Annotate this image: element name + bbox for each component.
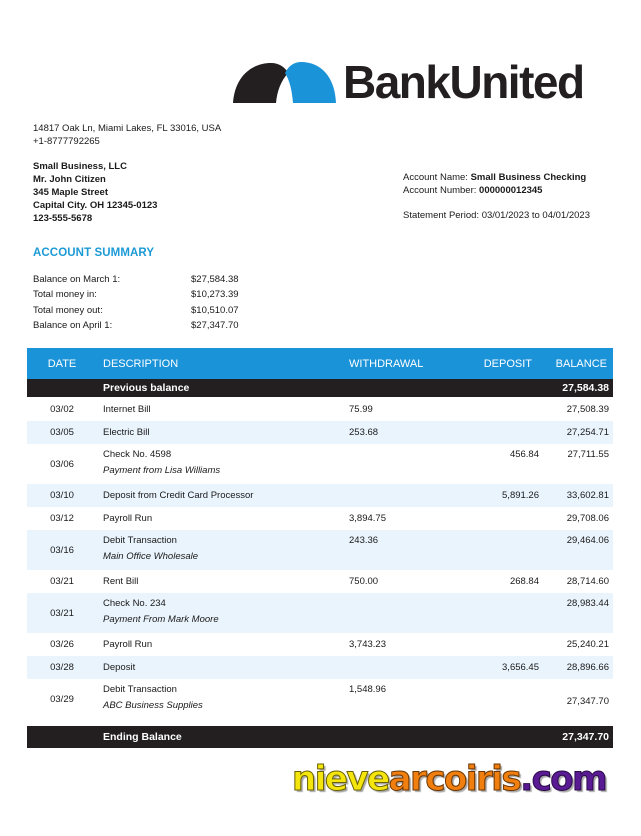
ending-balance-value: 27,347.70 bbox=[562, 731, 609, 743]
row-withdrawal: 253.68 bbox=[349, 427, 379, 438]
row-date: 03/12 bbox=[50, 513, 74, 524]
customer-city: Capital City. OH 12345-0123 bbox=[33, 200, 158, 211]
table-row bbox=[27, 656, 613, 679]
row-balance: 29,708.06 bbox=[566, 513, 609, 524]
row-description-main: Check No. 234 bbox=[103, 598, 166, 609]
previous-balance-value: 27,584.38 bbox=[562, 382, 609, 394]
statement-period bbox=[403, 209, 590, 222]
customer-contact: Mr. John Citizen bbox=[33, 174, 106, 185]
row-description-sub: Payment from Lisa Williams bbox=[103, 465, 221, 476]
row-description-main: Debit Transaction bbox=[103, 684, 177, 695]
summary-row bbox=[33, 287, 271, 302]
table-row bbox=[27, 444, 613, 484]
row-description-main: Check No. 4598 bbox=[103, 449, 172, 460]
header-description: DESCRIPTION bbox=[103, 357, 179, 370]
account-summary bbox=[33, 272, 271, 333]
arch-icon bbox=[233, 61, 337, 104]
watermark-part-2: arcoiris bbox=[388, 759, 521, 799]
row-description: Internet Bill bbox=[103, 403, 151, 415]
row-withdrawal: 3,894.75 bbox=[349, 513, 386, 524]
account-number-value: 000000012345 bbox=[479, 185, 543, 196]
customer-address bbox=[33, 160, 157, 225]
row-description: Payroll Run bbox=[103, 513, 153, 524]
bank-name: BankUnited bbox=[343, 56, 584, 108]
row-balance: 28,983.44 bbox=[566, 598, 609, 609]
row-balance: 25,240.21 bbox=[566, 639, 609, 650]
row-date: 03/21 bbox=[50, 607, 74, 619]
row-balance: 28,896.66 bbox=[566, 662, 609, 673]
summary-value: $10,273.39 bbox=[191, 289, 239, 301]
row-deposit bbox=[459, 530, 539, 535]
watermark-part-1: nieve bbox=[292, 759, 389, 799]
table-row bbox=[27, 570, 613, 593]
customer-company: Small Business, LLC bbox=[33, 161, 127, 172]
table-header bbox=[27, 348, 613, 379]
row-description bbox=[95, 444, 349, 476]
table-row bbox=[27, 421, 613, 444]
account-name-label: Account Name: bbox=[403, 172, 471, 183]
header-deposit: DEPOSIT bbox=[483, 357, 532, 370]
row-description: Deposit bbox=[103, 662, 136, 673]
header-date: DATE bbox=[47, 357, 77, 370]
table-row bbox=[27, 633, 613, 656]
row-date: 03/28 bbox=[50, 662, 74, 673]
row-description bbox=[95, 530, 349, 562]
row-balance: 27,347.70 bbox=[566, 696, 609, 707]
bank-phone: +1-8777792265 bbox=[33, 136, 100, 147]
row-balance: 27,508.39 bbox=[566, 403, 609, 415]
row-description-sub: ABC Business Supplies bbox=[103, 700, 203, 711]
summary-row bbox=[33, 303, 271, 318]
customer-street: 345 Maple Street bbox=[33, 187, 108, 198]
bank-address-line: 14817 Oak Ln, Miami Lakes, FL 33016, USA bbox=[33, 123, 222, 134]
row-description-sub: Main Office Wholesale bbox=[103, 551, 199, 562]
row-balance: 33,602.81 bbox=[566, 490, 609, 501]
table-row bbox=[27, 484, 613, 507]
table-row bbox=[27, 507, 613, 530]
row-balance: 29,464.06 bbox=[566, 535, 609, 546]
watermark-part-3: .com bbox=[520, 759, 607, 799]
row-balance: 27,254.71 bbox=[566, 427, 609, 438]
bankunited-logo bbox=[233, 56, 608, 108]
account-number bbox=[403, 184, 586, 197]
row-date: 03/06 bbox=[50, 458, 74, 470]
row-description bbox=[95, 593, 349, 625]
row-description-main: Debit Transaction bbox=[103, 535, 177, 546]
summary-row bbox=[33, 272, 271, 287]
account-number-label: Account Number: bbox=[403, 185, 480, 196]
row-description: Payroll Run bbox=[103, 639, 153, 650]
ending-balance-row bbox=[27, 726, 613, 748]
summary-value: $27,347.70 bbox=[191, 319, 239, 331]
table-row bbox=[27, 593, 613, 633]
summary-label: Balance on April 1: bbox=[33, 319, 113, 331]
row-deposit bbox=[459, 679, 539, 684]
row-date: 03/26 bbox=[50, 639, 74, 650]
row-withdrawal: 1,548.96 bbox=[349, 684, 386, 695]
row-description-sub: Payment From Mark Moore bbox=[103, 614, 219, 625]
account-name-value: Small Business Checking bbox=[470, 172, 587, 183]
summary-value: $27,584.38 bbox=[191, 274, 239, 285]
account-name bbox=[403, 171, 586, 184]
customer-phone: 123-555-5678 bbox=[33, 213, 93, 224]
row-deposit: 456.84 bbox=[509, 449, 539, 460]
row-description bbox=[95, 679, 349, 711]
row-date: 03/05 bbox=[50, 427, 74, 438]
summary-label: Total money out: bbox=[33, 304, 103, 316]
row-withdrawal bbox=[349, 593, 459, 598]
row-description: Rent Bill bbox=[103, 576, 139, 587]
bank-address bbox=[33, 122, 221, 148]
watermark bbox=[292, 757, 606, 801]
row-deposit: 5,891.26 bbox=[502, 490, 539, 501]
row-deposit: 3,656.45 bbox=[502, 662, 539, 673]
row-balance: 28,714.60 bbox=[566, 576, 609, 587]
row-description: Electric Bill bbox=[103, 427, 150, 438]
summary-label: Balance on March 1: bbox=[33, 274, 121, 285]
row-withdrawal bbox=[349, 444, 459, 449]
row-date: 03/21 bbox=[50, 576, 74, 587]
transactions-table bbox=[27, 348, 613, 748]
row-deposit: 268.84 bbox=[509, 576, 539, 587]
table-row bbox=[27, 530, 613, 570]
statement-period-label: Statement Period: bbox=[403, 210, 482, 221]
summary-row bbox=[33, 318, 271, 333]
ending-balance-label: Ending Balance bbox=[103, 731, 182, 743]
summary-value: $10,510.07 bbox=[191, 304, 239, 316]
account-info bbox=[403, 171, 586, 197]
row-date: 03/10 bbox=[50, 490, 74, 501]
row-withdrawal: 3,743.23 bbox=[349, 639, 386, 650]
statement-period-value: 03/01/2023 to 04/01/2023 bbox=[481, 210, 590, 221]
account-summary-title: ACCOUNT SUMMARY bbox=[33, 247, 155, 259]
header-balance: BALANCE bbox=[555, 357, 607, 370]
row-balance: 27,711.55 bbox=[567, 449, 609, 460]
row-withdrawal: 243.36 bbox=[349, 535, 379, 546]
previous-balance-row bbox=[27, 379, 613, 397]
row-date: 03/16 bbox=[50, 544, 74, 556]
row-date: 03/29 bbox=[50, 694, 74, 705]
row-date: 03/02 bbox=[50, 403, 74, 415]
table-row bbox=[27, 679, 613, 720]
row-deposit bbox=[459, 593, 539, 598]
table-row bbox=[27, 397, 613, 421]
row-description: Deposit from Credit Card Processor bbox=[103, 490, 254, 501]
row-withdrawal: 75.99 bbox=[349, 403, 373, 415]
previous-balance-label: Previous balance bbox=[103, 382, 190, 394]
header-withdrawal: WITHDRAWAL bbox=[349, 357, 424, 370]
row-withdrawal: 750.00 bbox=[349, 576, 379, 587]
summary-label: Total money in: bbox=[33, 289, 97, 301]
